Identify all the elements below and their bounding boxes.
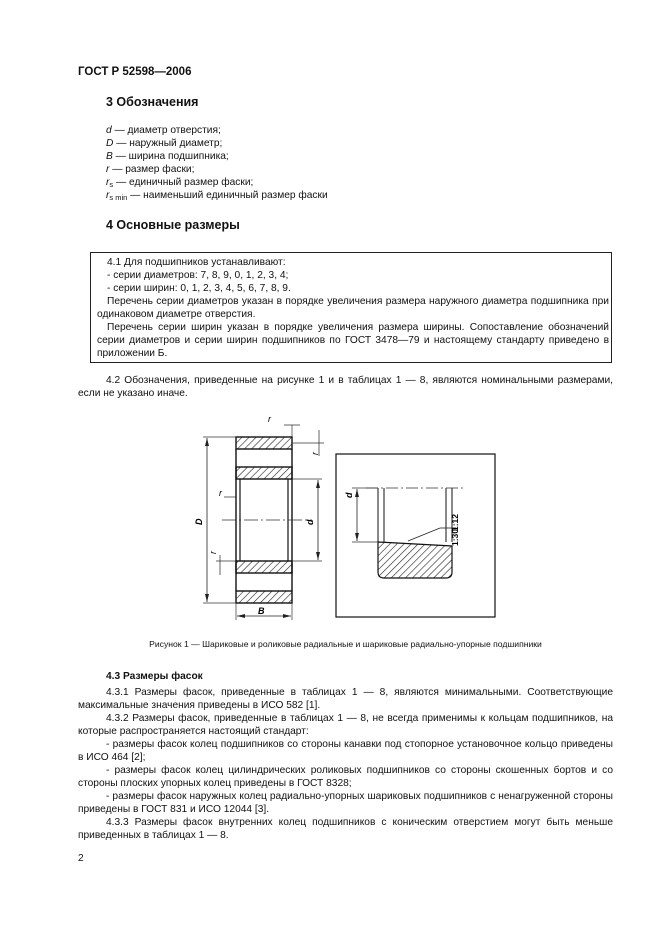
inner-ring-top [236,467,292,479]
paragraph-4-3-2: 4.3.2 Размеры фасок, приведенные в таблицах 1 — 8, не всегда применимы к кольцам подшипников, на которые распространяется настоящий стандарт: [78,713,613,738]
chamfer-label-r-side: r [310,452,320,455]
box-para-width-order: Перечень серии ширин указан в порядке увеличения размера ширины. Сопоставление обозначений серии диаметров и серии ширин подшипников по ГОСТ 3478—79 и настоящему стандарту приведено в приложении Б. [97,322,609,360]
box-line-diameter-series: - серии диаметров: 7, 8, 9, 0, 1, 2, 3, 4; [107,270,289,281]
symbol-line-D: D — наружный диаметр; [106,138,223,149]
chamfer-label-r-bottom: r [208,551,218,554]
tapered-inner-ring [378,542,452,578]
outer-ring-top [236,437,292,449]
info-box [90,252,612,363]
section-4-3-title: 4.3 Размеры фасок [106,671,203,682]
dim-label-B: B [258,606,265,616]
paragraph-angular-chamfers: - размеры фасок наружных колец радиально-упорных шариковых подшипников с ненагруженной стороны приведены в ГОСТ 831 и ИСО 12044 [3]. [78,791,613,816]
page-number: 2 [78,853,84,864]
symbol-line-rsmin: $r_{s min}$ — наименьший единичный размер фаски [106,190,328,202]
taper-label-1-12: 1:12 [450,513,460,531]
taper-detail-frame [336,454,495,617]
symbol-line-rs: $r_s$ — единичный размер фаски; [106,177,254,189]
symbol-line-r: r — размер фаски; [106,164,195,175]
outer-ring-bottom [236,591,292,603]
dim-label-D: D [194,518,204,525]
box-para-diameter-order: Перечень серии диаметров указан в порядке увеличения размера наружного диаметра подшипника при одинаковом диаметре отверстия. [97,296,609,321]
paragraph-roller-chamfers: - размеры фасок колец цилиндрических роликовых подшипников со стороны скошенных бортов и со стороны плоских упорных колец приведены в ГОСТ 8328; [78,765,613,790]
chamfer-label-r-top: r [268,414,271,424]
chamfer-label-r-inner: r [219,488,222,498]
figure-caption: Рисунок 1 — Шариковые и роликовые радиальные и шариковые радиально-упорные подшипники [149,639,542,649]
dim-label-d: d [305,519,315,525]
taper-label-1-30: 1:30 [450,528,460,546]
paragraph-4-2: 4.2 Обозначения, приведенные на рисунке 1 и в таблицах 1 — 8, являются номинальными размерами, если не указано иначе. [78,375,613,400]
inner-ring-bottom [236,561,292,573]
taper-label-d: d [344,492,354,498]
box-line-41: 4.1 Для подшипников устанавливают: [107,257,286,268]
section-4-title: 4 Основные размеры [106,218,240,232]
section-3-title: 3 Обозначения [106,95,199,109]
symbol-line-d: d — диаметр отверстия; [106,125,221,136]
symbol-line-B: B — ширина подшипника; [106,151,229,162]
box-line-width-series: - серии ширин: 0, 1, 2, 3, 4, 5, 6, 7, 8, 9. [107,283,291,294]
paragraph-groove-chamfers: - размеры фасок колец подшипников со стороны канавки под стопорное установочное кольцо приведены в ИСО 464 [2]; [78,739,613,764]
document-header: ГОСТ Р 52598—2006 [78,66,192,78]
figure-1-bearing-drawing [0,400,661,640]
paragraph-4-3-3: 4.3.3 Размеры фасок внутренних колец подшипников с коническим отверстием могут быть меньше приведенных в таблицах 1 — 8. [78,817,613,842]
paragraph-4-3-1: 4.3.1 Размеры фасок, приведенные в таблицах 1 — 8, являются минимальными. Соответствующие максимальные значения приведены в ИСО 582 [1]. [78,687,613,712]
